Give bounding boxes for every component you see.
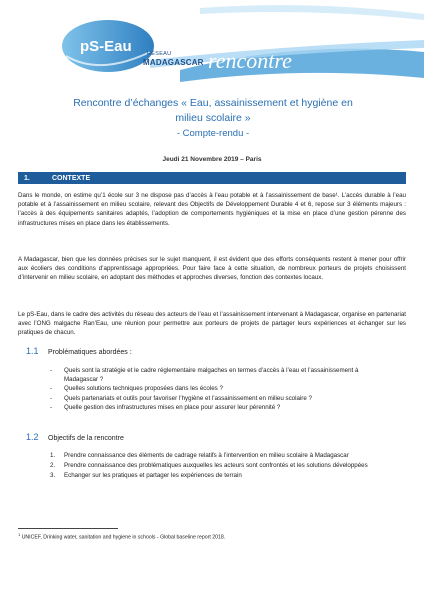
list-marker: - xyxy=(50,403,53,411)
list-item: 2. Prendre connaissance des problématiques auxquelles les acteurs sont confrontés et les solutions développées xyxy=(50,462,368,470)
document-title xyxy=(68,96,358,141)
list-item: - Quelles solutions techniques proposées dans les écoles ? xyxy=(50,385,223,393)
list-item: - Quelle gestion des infrastructures mises en place pour assurer leur pérennité ? xyxy=(50,403,281,411)
event-date: Jeudi 21 Novembre 2019 – Paris xyxy=(162,156,262,163)
subsection-heading-1 xyxy=(26,346,132,356)
objectives-list xyxy=(50,451,390,481)
section-heading xyxy=(18,172,406,184)
subsection-label: Objectifs de la rencontre xyxy=(48,435,124,442)
footnote-divider xyxy=(18,528,118,529)
list-item: - Quels sont la stratégie et le cadre réglementaire malgaches en termes d’accès à l’eau et l’assainissement à Madagascar ? xyxy=(50,367,359,384)
title-subtitle: - Compte-rendu - xyxy=(176,128,250,139)
footnote xyxy=(18,532,406,541)
title-line: Rencontre d’échanges « Eau, assainissement et hygiène en milieu scolaire » xyxy=(73,97,353,124)
footnote-text: UNICEF, Drinking water, sanitation and hygiene in schools - Global baseline report 2018. xyxy=(21,534,226,541)
list-marker: - xyxy=(50,385,53,393)
section-number: 1. xyxy=(24,174,30,182)
banner-graphic xyxy=(0,0,424,88)
list-item: - Quels partenariats et outils pour favoriser l’hygiène et l’assainissement en milieu scolaire ? xyxy=(50,394,312,402)
logo: pS-Eau xyxy=(80,38,132,55)
paragraph-1: Dans le monde, on estime qu’1 école sur 3 ne dispose pas d’accès à l’eau potable et à l’assainissement de base¹. L’accès durable à l’eau potable et à l’assainissement en milieu scolaire, relevant des Objectifs de Développement Durable 4 et 6, repose sur 3 éléments majeurs : l’accès à des équipements sanitaires adaptés, l’adoption de comportements hygiéniques et la mise en place d’une gestion pérenne des infrastructures mises en place dans les établissements. xyxy=(18,192,406,227)
list-marker: 3. xyxy=(50,472,56,480)
list-item: 1. Prendre connaissance des éléments de cadrage relatifs à l’intervention en milieu scolaire à Madagascar xyxy=(50,452,349,459)
network-region: MADAGASCAR xyxy=(143,58,204,67)
list-marker: 1. xyxy=(50,452,56,459)
subsection-label: Problématiques abordées : xyxy=(48,349,132,356)
network-label: RÉSEAU xyxy=(147,51,172,57)
issues-list xyxy=(50,366,390,412)
list-item: 3. Echanger sur les pratiques et partager les expériences de terrain xyxy=(50,472,242,480)
paragraph-3: Le pS-Eau, dans le cadre des activités du réseau des acteurs de l’eau et l’assainissement intervenant à Madagascar, organise en partenariat avec l’ONG malgache Ran’Eau, une réunion pour permettre aux porteurs de projets de partager leurs expériences et échanger sur les pratiques de chacun. xyxy=(18,311,406,337)
paragraph-2: A Madagascar, bien que les données précises sur le sujet manquent, il est évident que des efforts conséquents restent à mener pour offrir aux écoliers des conditions d’apprentissage appropriées. Pour faire face à cette situation, de nombreux porteurs de projets choisissent d’intervenir en milieu scolaire, en adoptant des méthodes et approches diverses, fonction des contextes locaux. xyxy=(18,256,406,282)
list-marker: 2. xyxy=(50,462,56,470)
banner-word: rencontre xyxy=(208,48,292,73)
list-marker: - xyxy=(50,394,53,402)
subsection-number: 1.1 xyxy=(26,346,39,356)
subsection-number: 1.2 xyxy=(26,432,39,442)
footnote-mark: 1 xyxy=(18,532,21,537)
header-banner xyxy=(0,0,424,88)
section-label: CONTEXTE xyxy=(52,174,91,182)
list-marker: - xyxy=(50,367,53,374)
subsection-heading-2 xyxy=(26,432,124,442)
